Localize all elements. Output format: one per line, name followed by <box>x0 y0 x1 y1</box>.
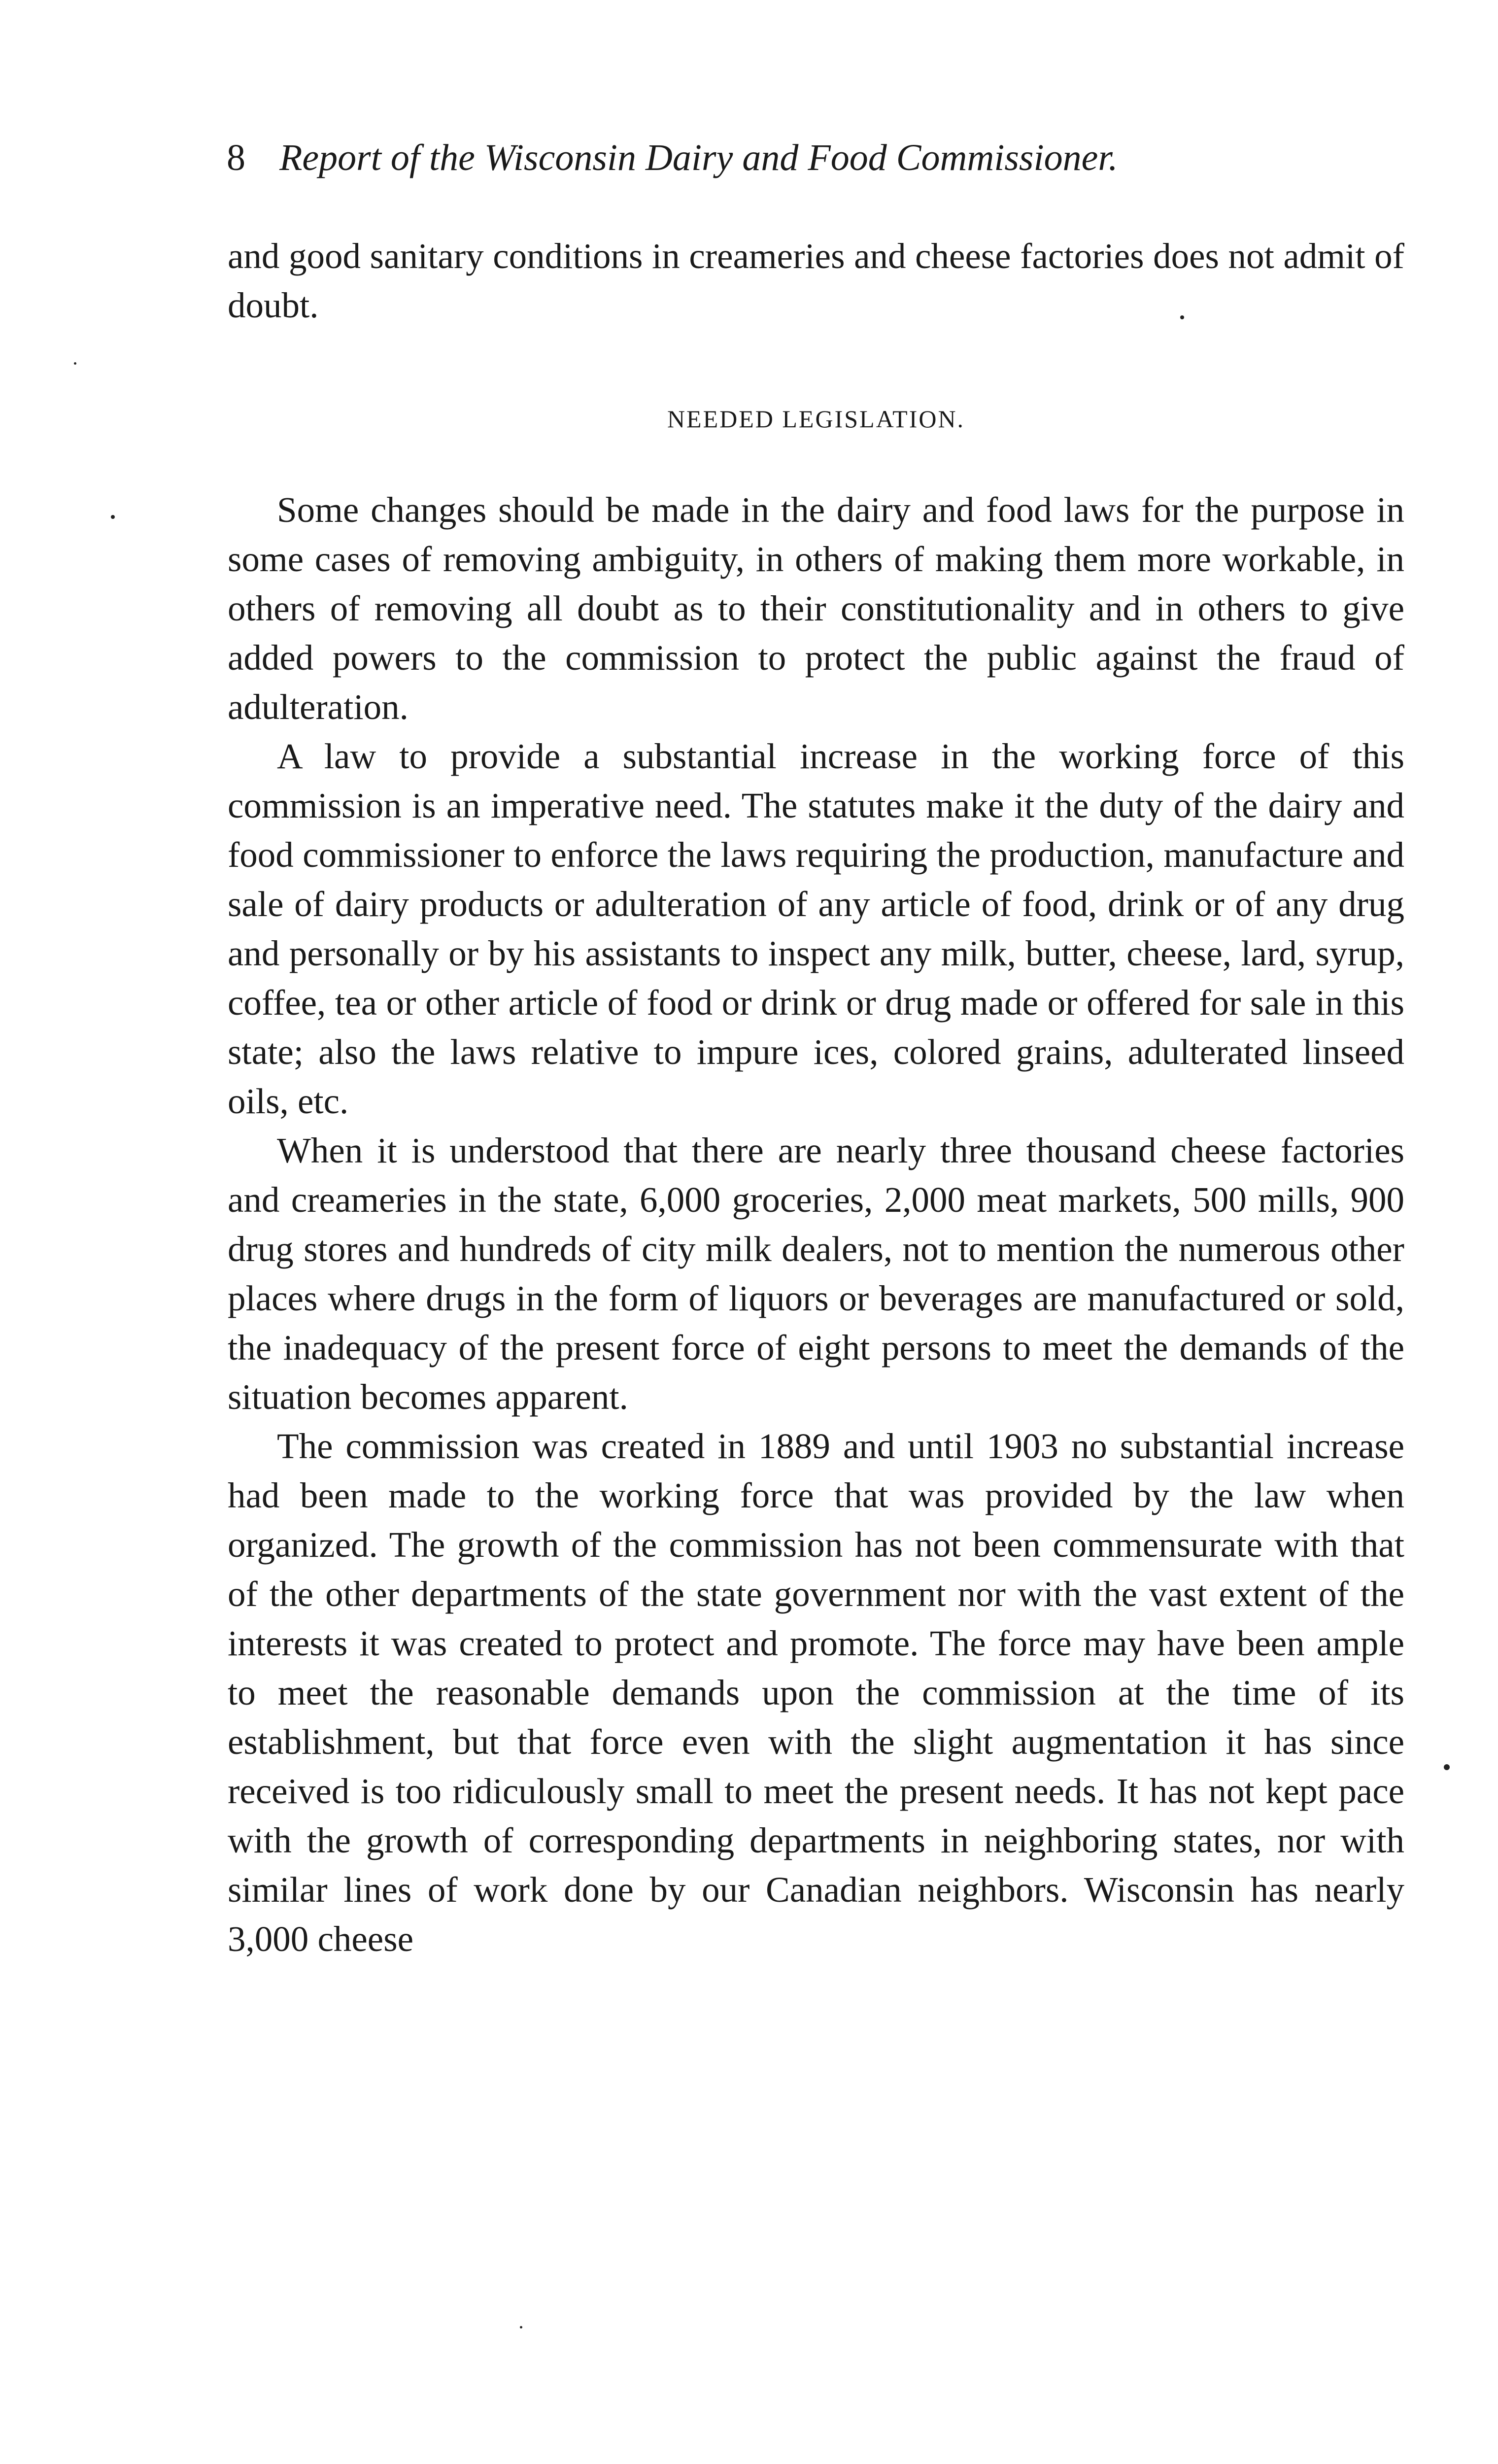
ink-speck <box>1180 315 1184 319</box>
paragraph: A law to provide a substantial increase in the working force of this commission is an imperative need. The statutes make it the duty of the dairy and food commissioner to enforce the laws requiring the production, manufacture and sale of dairy products or adulteration of any article of food, drink or of any drug and personally or by his assistants to inspect any milk, butter, cheese, lard, syrup, coffee, tea or other article of food or drink or drug made or offered for sale in this state; also the laws relative to impure ices, colored grains, adulterated linseed oils, etc. <box>228 736 1404 1121</box>
ink-speck <box>1444 1764 1450 1770</box>
paragraph: The commission was created in 1889 and until 1903 no substantial increase had been made to the working force that was provided by the law when organized. The growth of the commission has not been commensurate with that of the other departments of the state government nor with the vast extent of the interests it was created to protect and promote. The force may have been ample to meet the reasonable demands upon the commission at the time of its establishment, but that force even with the slight augmentation it has since received is too ridiculously small to meet the present needs. It has not kept pace with the growth of corresponding departments in neighboring states, nor with similar lines of work done by our Canadian neighbors. Wisconsin has nearly 3,000 cheese <box>228 1426 1404 1959</box>
ink-speck <box>74 362 76 365</box>
continuation-text <box>228 232 1404 330</box>
page-header <box>227 133 1409 182</box>
paragraph: When it is understood that there are nearly three thousand cheese factories and creameries in the state, 6,000 groceries, 2,000 meat markets, 500 mills, 900 drug stores and hundreds of city milk dealers, not to mention the numerous other places where drugs in the form of liquors or beverages are manufactured or sold, the inadequacy of the present force of eight persons to meet the demands of the situation becomes apparent. <box>228 1130 1404 1417</box>
running-title: Report of the Wisconsin Dairy and Food Commissioner. <box>279 137 1118 178</box>
continuation-paragraph: and good sanitary conditions in creameries and cheese factories does not admit of doubt. <box>228 236 1404 325</box>
paragraph: Some changes should be made in the dairy and food laws for the purpose in some cases of removing ambiguity, in others of making them more workable, in others of removing all doubt as to their constitutionality and in others to give added powers to the commission to protect the public against the fraud of adulteration. <box>228 490 1404 727</box>
ink-speck <box>111 515 115 519</box>
page-number: 8 <box>227 137 245 178</box>
ink-speck <box>520 2326 522 2328</box>
section-heading: NEEDED LEGISLATION. <box>667 405 965 433</box>
body-text <box>228 485 1404 1964</box>
